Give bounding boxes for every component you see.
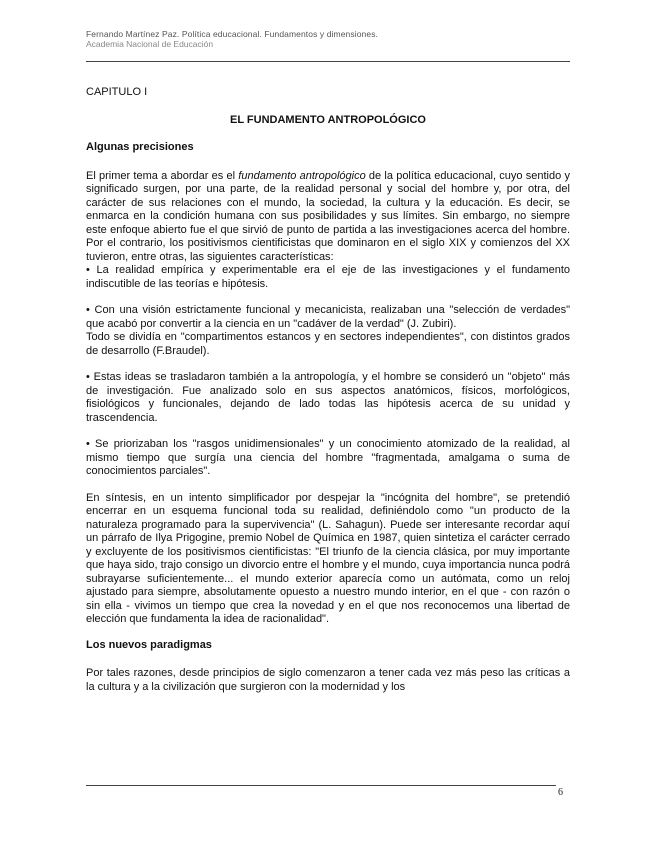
chapter-title: EL FUNDAMENTO ANTROPOLÓGICO: [230, 113, 426, 126]
paragraph-intro-emphasis: fundamento antropológico: [238, 169, 366, 182]
page-body: [86, 86, 570, 694]
bullet-vision-funcional: • Con una visión estrictamente funcional y mecanicista, realizaban una "selección de verdades" que acabó por convertir a la ciencia en un "cadáver de la verdad" (J. Zubiri).: [86, 304, 570, 330]
header-rule: [86, 61, 570, 62]
footer-rule: [86, 785, 556, 786]
page-number: 6: [558, 787, 563, 798]
section-heading-precisiones: Algunas precisiones: [86, 141, 194, 153]
paragraph-razones: Por tales razones, desde principios de siglo comenzaron a tener cada vez más peso las críticas a la cultura y a la civilización que surgieron con la modernidad y los: [86, 667, 570, 693]
paragraph-intro-end: de la política educacional, cuyo sentido y significado surgen, por una parte, de la realidad personal y social del hombre y, por otra, del carácter de sus relaciones con el mundo, la sociedad, la cultura y la educación. Es decir, se enmarca en la condición humana con sus posibilidades y sus límites. Sin embargo, no siempre este enfoque abierto fue el que sirvió de punto de partida a las investigaciones acerca del hombre. Por el contrario, los positivismos cientificistas que dominaron en el siglo XIX y comienzos del XX tuvieron, entre otras, las siguientes características:: [86, 169, 570, 263]
running-header-publisher: Academia Nacional de Educación: [86, 39, 214, 49]
running-header-author-title: Fernando Martínez Paz. Política educacional. Fundamentos y dimensiones.: [86, 29, 379, 39]
chapter-label: CAPITULO I: [86, 86, 148, 98]
paragraph-sintesis: En síntesis, en un intento simplificador por despejar la "incógnita del hombre", se pretendió encerrar en un esquema funcional toda su realidad, definiéndolo como "un producto de la naturaleza programado para la supervivencia" (L. Sahagun). Puede ser interesante recordar aquí un párrafo de Ilya Prigogine, premio Nobel de Química en 1987, quien sintetiza el carácter cerrado y excluyente de los positivismos cientificistas: "El triunfo de la ciencia clásica, por muy importante que haya sido, trajo consigo un divorcio entre el hombre y el mundo, cuya importancia nunca podrá subrayarse suficientemente... el mundo exterior aparecía como un autómata, como un reloj ajustado para siempre, absolutamente opuesto a nuestro mundo interior, en el que - con razón o sin ella - vivimos un tiempo que crea la novedad y en el que nos reconocemos una libertad de elección que fundamenta la idea de racionalidad".: [86, 491, 570, 625]
bullet-compartimentos: Todo se dividía en "compartimentos estancos y en sectores independientes", con distintos grados de desarrollo (F.Braudel).: [86, 331, 570, 357]
section-heading-paradigmas: Los nuevos paradigmas: [86, 638, 212, 651]
bullet-realidad-empirica: • La realidad empírica y experimentable era el eje de las investigaciones y el fundamento indiscutible de las teorías e hipótesis.: [86, 264, 570, 290]
bullet-rasgos-unidimensionales: • Se priorizaban los "rasgos unidimensionales" y un conocimiento atomizado de la realidad, al mismo tiempo que surgía una ciencia del hombre "fragmentada, amalgama o suma de conocimientos parciales".: [86, 438, 570, 477]
bullet-antropologia: • Estas ideas se trasladaron también a la antropología, y el hombre se consideró un "objeto" más de investigación. Fue analizado solo en sus aspectos anatómicos, físicos, morfológicos, fisiológicos y funcionales, dejando de lado todas las hipótesis acerca de su unidad y trascendencia.: [86, 371, 570, 424]
paragraph-intro-start: El primer tema a abordar es el: [86, 169, 239, 182]
paragraph-intro: [86, 170, 570, 265]
